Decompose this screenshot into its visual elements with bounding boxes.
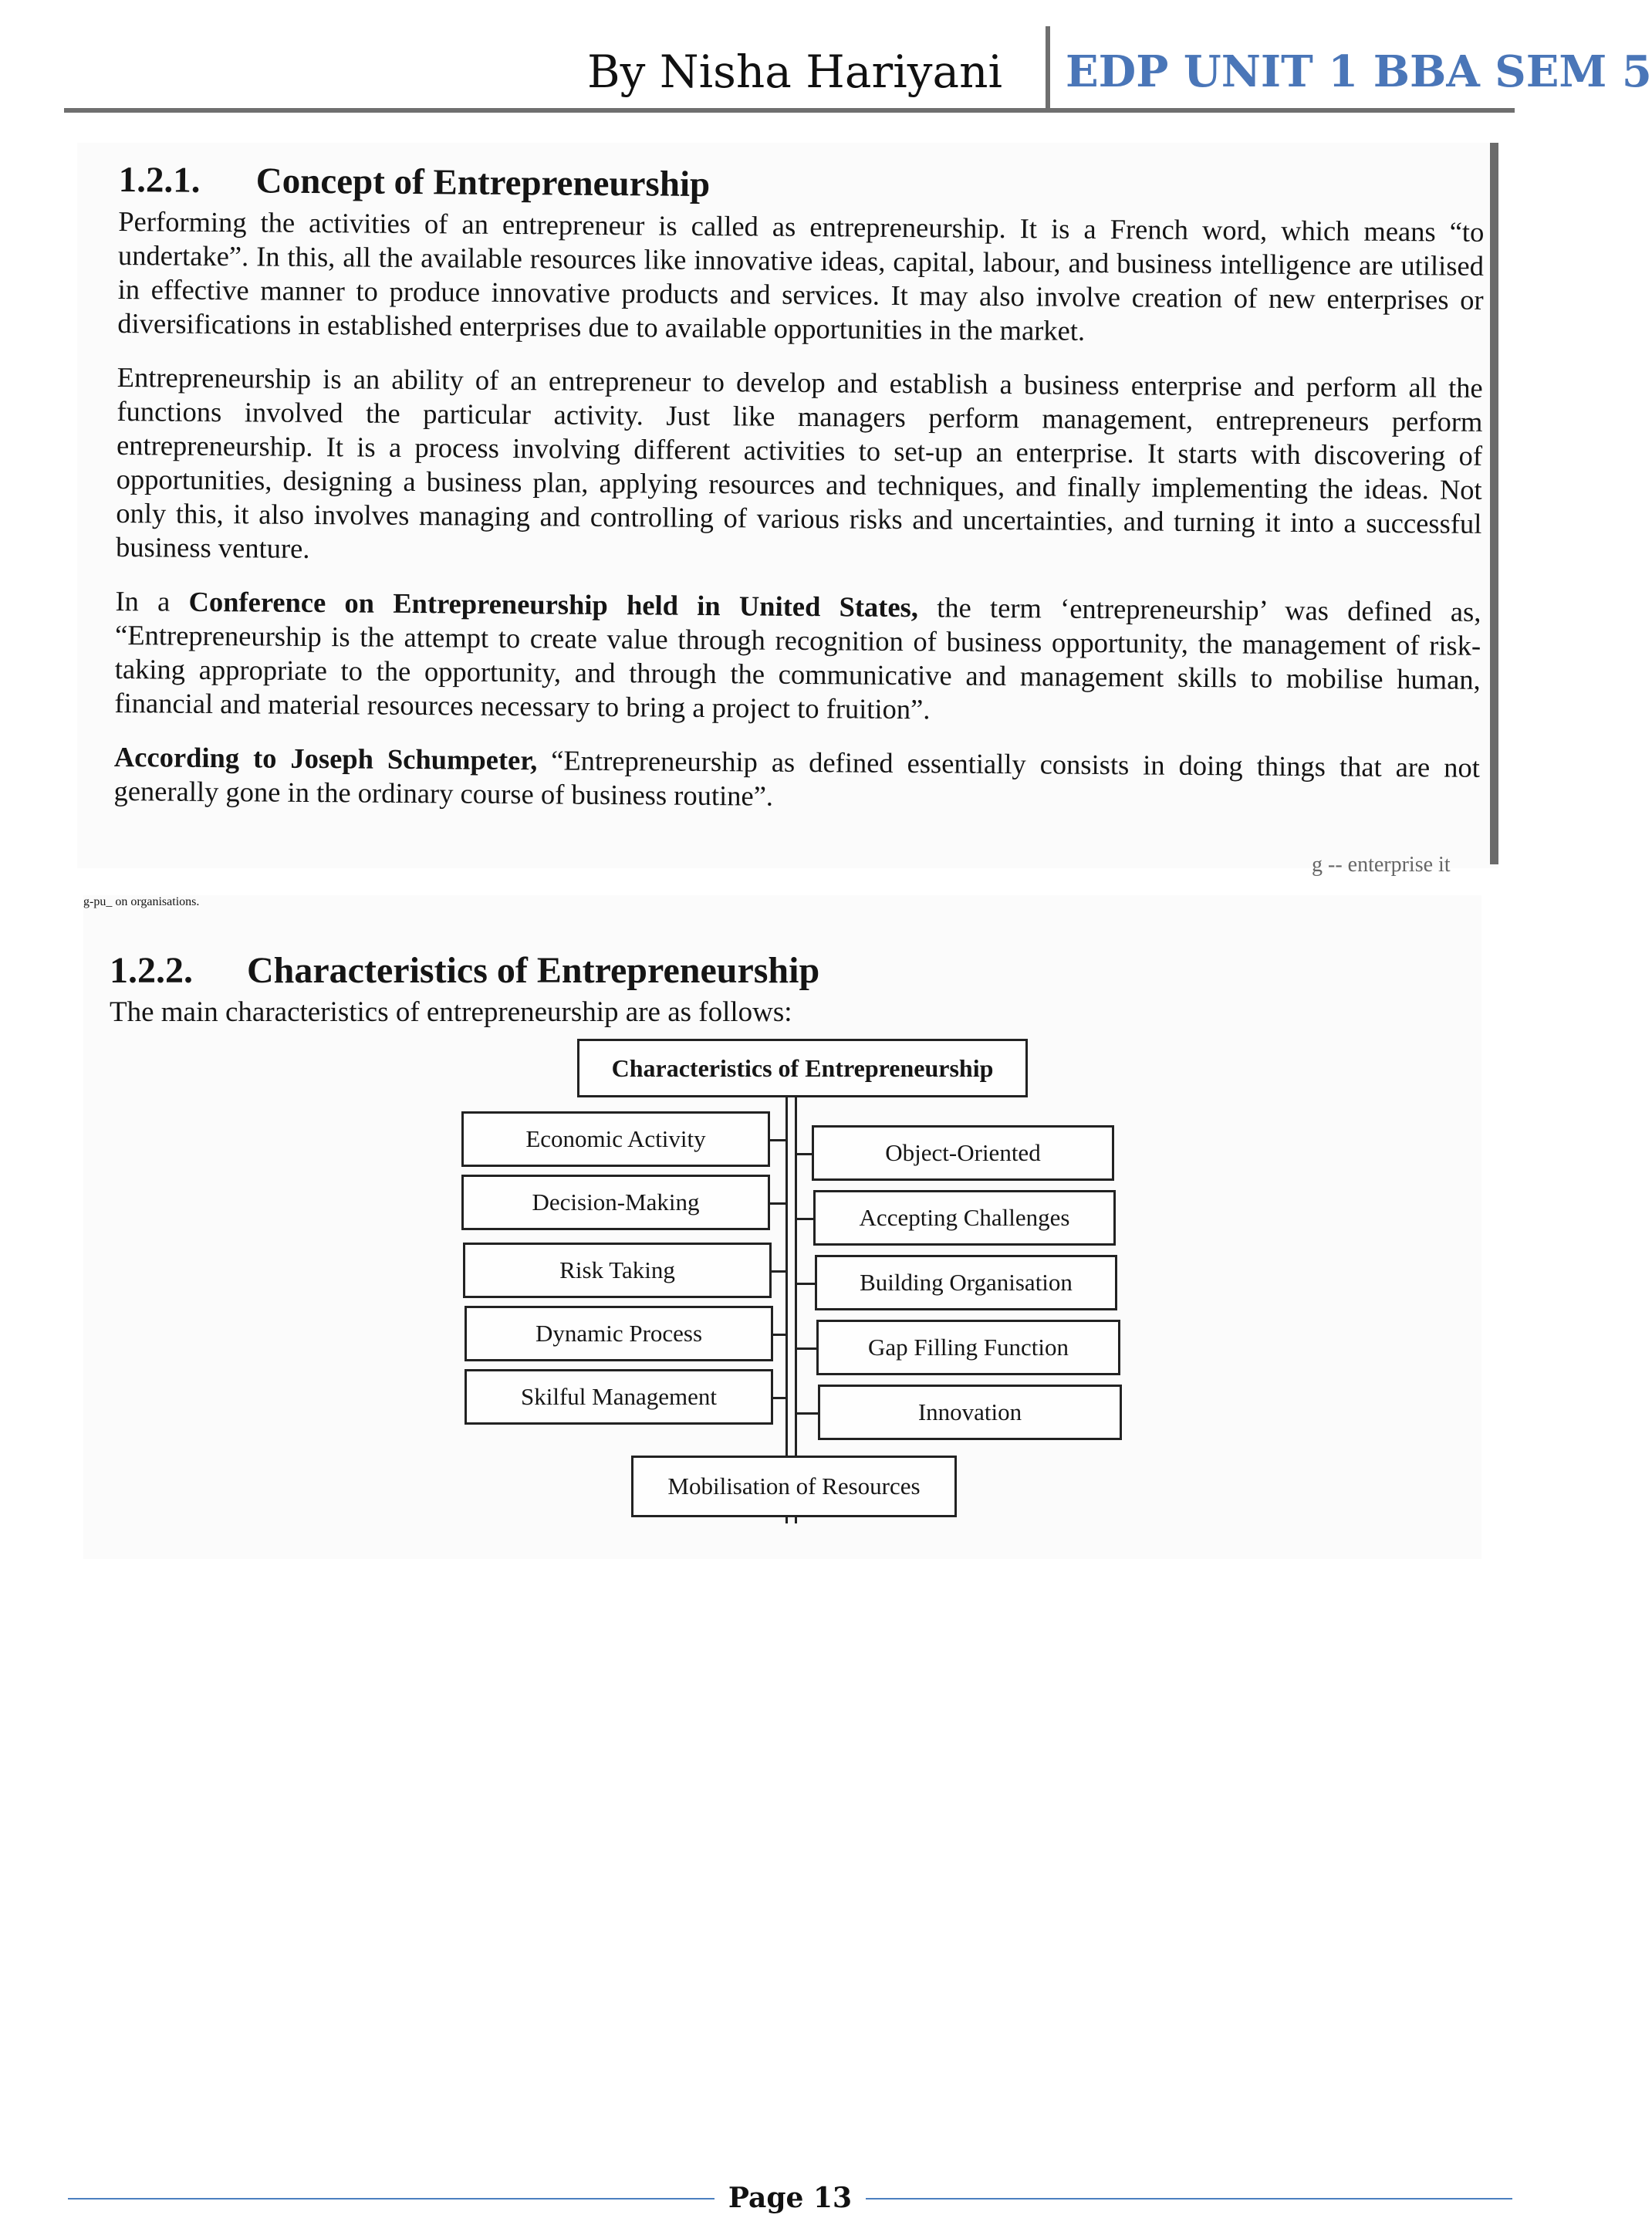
paragraph-conference <box>114 584 1481 731</box>
p3-lead: In a <box>115 584 189 617</box>
p4-rest: “Entrepreneurship as defined essentially consists in doing things that are not generally gone in the ordinary course of business routine”. <box>113 744 1481 812</box>
diagram-right-box-2: Accepting Challenges <box>813 1190 1116 1246</box>
diagram-connector-right-2 <box>797 1218 813 1220</box>
scan-edge-bar <box>1490 143 1498 864</box>
diagram-connector-left-2 <box>770 1202 785 1205</box>
diagram-left-box-4: Dynamic Process <box>465 1306 773 1361</box>
scanned-section-characteristics <box>83 895 1481 1559</box>
section-title: Concept of Entrepreneurship <box>255 161 711 205</box>
diagram-left-box-1: Economic Activity <box>461 1111 770 1167</box>
diagram-right-box-5: Innovation <box>818 1385 1122 1440</box>
diagram-root-box: Characteristics of Entrepreneurship <box>577 1039 1028 1097</box>
diagram-connector-left-4 <box>773 1334 785 1336</box>
page-header <box>64 26 1652 113</box>
diagram-connector-left-5 <box>773 1397 785 1399</box>
paragraph-schumpeter <box>113 740 1480 819</box>
page-number-footer <box>0 2181 1580 2215</box>
section-heading-concept <box>119 158 1485 212</box>
paragraph-definition: Performing the activities of an entrepreneur is called as entrepreneurship. It is a French word, which means “to undertake”. In this, all the available resources like innovative ideas, capital, labour, and business intelligence are utilised in effective manner to produce innovative products and services. It may also involve creation of new enterprises or diversifications in established enterprises due to available opportunities in the market. <box>117 205 1485 347</box>
characteristics-diagram <box>83 895 1481 1559</box>
diagram-connector-right-4 <box>797 1347 816 1350</box>
diagram-connector-left-1 <box>770 1139 785 1141</box>
bleed-through-text-right: g -- enterprise it <box>1312 853 1451 877</box>
diagram-connector-right-1 <box>797 1153 812 1155</box>
paragraph-ability: Entrepreneurship is an ability of an entrepreneur to develop and establish a business enterprise and perform all the functions involved the particular activity. Just like managers perform management, entrepreneurs perform entrepreneurship. It is a process involving different activities to set-up an enterprise. It starts with discovering of opportunities, designing a business plan, applying resources and techniques, and finally implementing the ideas. Not only this, it also involves managing and controlling of various risks and uncertainties, and turning it into a successful business venture. <box>115 360 1483 564</box>
diagram-right-box-3: Building Organisation <box>815 1255 1117 1310</box>
section-number: 1.2.2. <box>110 950 193 991</box>
diagram-right-box-4: Gap Filling Function <box>816 1320 1120 1375</box>
section-intro: The main characteristics of entrepreneurship are as follows: <box>110 996 792 1028</box>
diagram-bottom-box: Mobilisation of Resources <box>631 1456 957 1517</box>
p4-bold: According to Joseph Schumpeter, <box>113 740 538 776</box>
p3-rest: the term ‘entrepreneurship’ was defined as, “Entrepreneurship is the attempt to create value through recognition of business opportunity, the management of risk-taking appropriate to the opportunity, and through the communicative and management skills to mobilise human, financial and material resources necessary to bring a project to fruition”. <box>114 591 1481 725</box>
p3-bold: Conference on Entrepreneurship held in United States, <box>188 585 919 624</box>
diagram-connector-left-3 <box>772 1270 785 1273</box>
section-title: Characteristics of Entrepreneurship <box>247 950 820 991</box>
diagram-left-box-2: Decision-Making <box>461 1175 770 1230</box>
section-concept-content <box>113 158 1485 839</box>
diagram-left-box-3: Risk Taking <box>463 1243 772 1298</box>
author-name: By Nisha Hariyani <box>587 46 1002 98</box>
page-number: Page 13 <box>715 2182 866 2214</box>
diagram-connector-right-3 <box>797 1283 815 1285</box>
header-divider <box>1046 26 1050 108</box>
diagram-connector-right-5 <box>797 1412 818 1415</box>
diagram-left-box-5: Skilful Management <box>465 1369 773 1425</box>
scanned-section-concept <box>77 143 1498 877</box>
diagram-right-box-1: Object-Oriented <box>812 1125 1114 1181</box>
bleed-through-text: g-pu_ on organisations. <box>83 895 200 908</box>
unit-title: EDP UNIT 1 BBA SEM 5 <box>1066 46 1652 97</box>
section-number: 1.2.1. <box>118 159 201 201</box>
